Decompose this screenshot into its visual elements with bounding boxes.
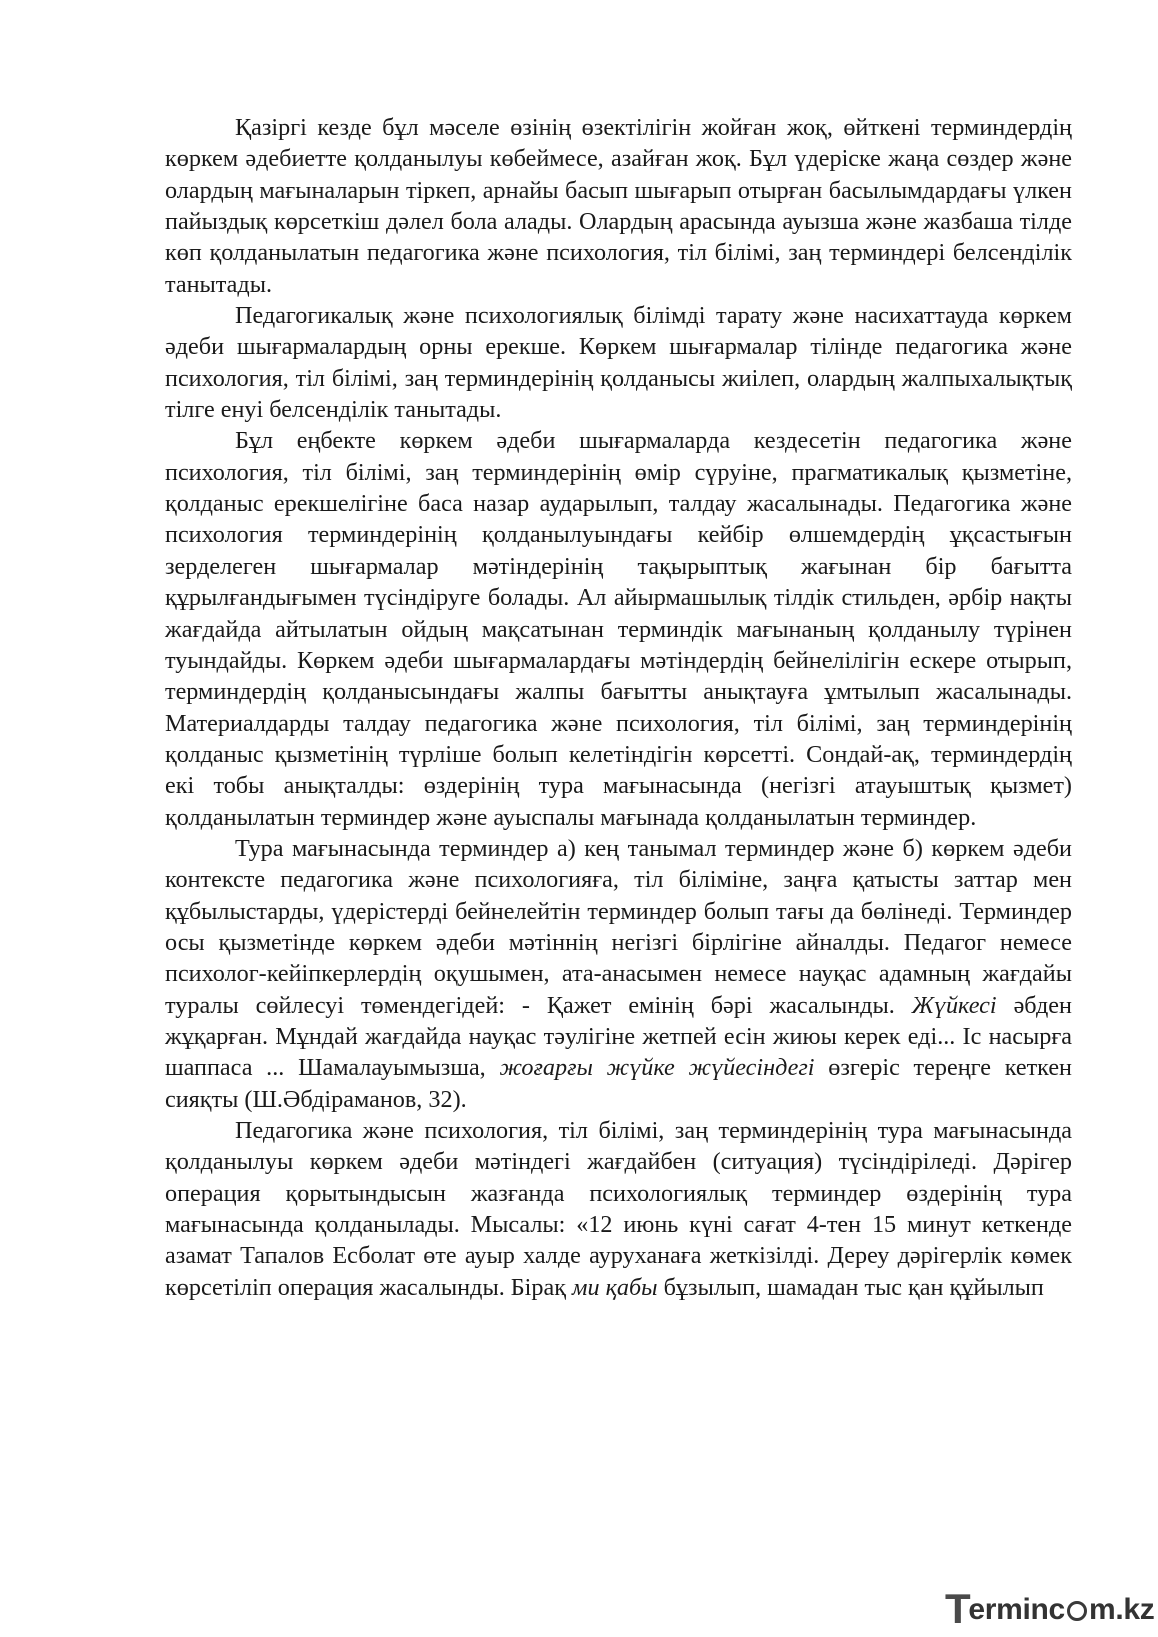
text-segment: Қазіргі кезде бұл мәселе өзінің өзектілігін жойған жоқ, өйткені терминдердің көркем әдебиетте қолданылуы көбеймесе, азайған жоқ. Бұл үдеріске жаңа сөздер және олардың мағыналарын тіркеп, арнайы басып шығарып отырған басылымдардағы үлкен пайыздық көрсеткіш дәлел бола алады. Олардың арасында ауызша және жазбаша тілде көп қолданылатын педагогика және психология, тіл білімі, заң терминдері белсенділік танытады. bbox=[165, 114, 1072, 298]
text-segment: Тура мағынасында терминдер а) кең танымал терминдер және б) көркем әдеби контексте педагогика және психологияға, тіл біліміне, заңға қатысты заттар мен құбылыстарды, үдерістерді бейнелейтін терминдер болып тағы да бөлінеді. Терминдер осы қызметінде көркем әдеби мәтіннің негізгі бірлігіне айналды. Педагог немесе психолог-кейіпкерлердің оқушымен, ата-анасымен немесе науқас адамның жағдайы туралы сөйлесуі төмендегідей: - Қажет емінің бәрі жасалынды. bbox=[165, 834, 1072, 1019]
paragraph-2 bbox=[165, 300, 1072, 425]
text-segment: әбден жұқарған. Мұндай жағдайда науқас тәулігіне жетпей есін жиюы керек еді... Іс насырға шаппаса ... Шамалауымызша, bbox=[165, 991, 1072, 1082]
italic-term: жоғарғы жүйке жүйесіндегі bbox=[499, 1054, 815, 1082]
italic-term: Жүйкесі bbox=[911, 991, 997, 1019]
text-segment: Бұл еңбекте көркем әдеби шығармаларда кездесетін педагогика және психология, тіл білімі, заң терминдерінің өмір сүруіне, прагматикалық қызметіне, қолданыс ерекшелігіне баса назар аударылып, талдау жасалынады. Педагогика және психология терминдерінің қолданылуындағы кейбір өлшемдердің ұқсастығын зерделеген шығармалар мәтіндерінің тақырыптық жағынан бір бағытта құрылғандығымен түсіндіруге болады. Ал айырмашылық тілдік стильден, әрбір нақты жағдайда айтылатын ойдың мақсатынан терминдік мағынаның қолданылу түрінен туындайды. Көркем әдеби шығармалардағы мәтіндердің бейнелілігін ескере отырып, терминдердің қолданысындағы жалпы бағытты анықтауға ұмтылып жасалынады. Материалдарды талдау педагогика және психология, тіл білімі, заң терминдерінің қолданыс қызметінің түрліше болып келетіндігін көрсетті. Сондай-ақ, терминдердің екі тобы анықталды: өздерінің тура мағынасында (негізгі атауыштық қызмет) қолданылатын терминдер және ауыспалы мағынада қолданылатын терминдер. bbox=[165, 427, 1072, 831]
circle-o-icon bbox=[1067, 1601, 1087, 1621]
text-segment: Педагогикалық және психологиялық білімді тарату және насихаттауда көркем әдеби шығармалардың орны ерекше. Көркем шығармалар тілінде педагогика және психология, тіл білімі, заң терминдерінің қолданысы жиілеп, олардың жалпыхалықтық тілге енуі белсенділік танытады. bbox=[165, 302, 1072, 424]
italic-term: ми қабы bbox=[572, 1273, 658, 1301]
logo-text-end: m.kz bbox=[1088, 1593, 1155, 1626]
termincom-watermark-logo bbox=[945, 1585, 1155, 1632]
text-segment: өзгеріс тереңге кеткен сияқты (Ш.Әбдіраманов, 32). bbox=[165, 1054, 1073, 1113]
logo-letter-t: T bbox=[945, 1585, 971, 1632]
text-segment: бұзылып, шамадан тыс қан құйылып bbox=[657, 1273, 1044, 1301]
document-body bbox=[165, 112, 1072, 1303]
paragraph-1 bbox=[165, 112, 1072, 300]
paragraph-5 bbox=[165, 1115, 1072, 1303]
text-segment: Педагогика және психология, тіл білімі, заң терминдерінің тура мағынасында қолданылуы көркем әдеби мәтіндегі жағдайбен (ситуация) түсіндіріледі. Дәрігер операция қорытындысын жазғанда психологиялық терминдер өздерінің тура мағынасында қолданылады. Мысалы: «12 июнь күні сағат 4-тен 15 минут кеткенде азамат Тапалов Есболат өте ауыр халде ауруханаға жеткізілді. Дереу дәрігерлік көмек көрсетіліп операция жасалынды. Бірақ bbox=[165, 1117, 1072, 1301]
logo-text-start: erminc bbox=[968, 1593, 1065, 1626]
paragraph-3 bbox=[165, 425, 1072, 832]
paragraph-4 bbox=[165, 833, 1072, 1115]
